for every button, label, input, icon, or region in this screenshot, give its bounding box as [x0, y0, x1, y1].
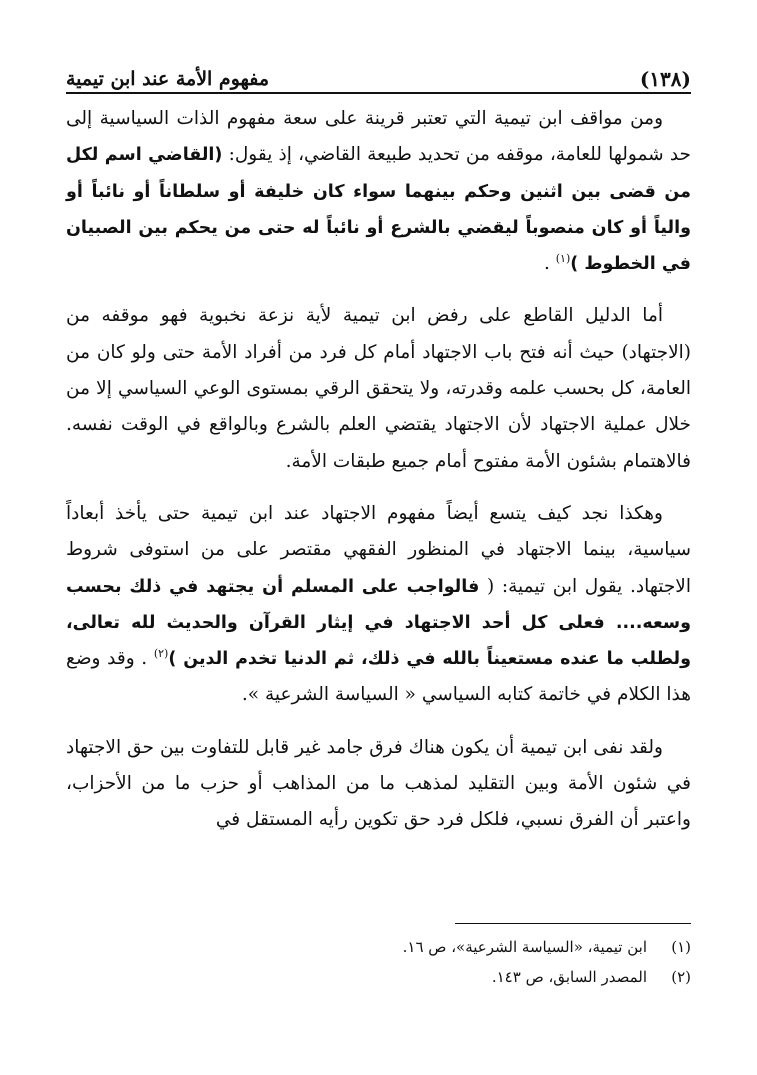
running-title: مفهوم الأمة عند ابن تيمية: [66, 68, 270, 90]
footnote-ref-2: (٢): [153, 647, 169, 660]
page-header: [66, 52, 691, 92]
paragraph-1-text: ومن مواقف ابن تيمية التي تعتبر قرينة على سعة مفهوم الذات السياسية إلى حد شمولها للعامة، موقفه من تحديد طبيعة القاضي، إذ يقول:: [66, 108, 691, 166]
footnotes: [66, 932, 691, 992]
footnote-ref-1: (١): [555, 252, 571, 266]
header-divider: [66, 92, 691, 94]
paragraph-3: [66, 496, 691, 714]
footnote-1: [66, 932, 691, 962]
paragraph-2-text: أما الدليل القاطع على رفض ابن تيمية لأية نزعة نخبوية فهو موقفه من (الاجتهاد) حيث أنه فتح باب الاجتهاد أمام كل فرد من أفراد الأمة حتى ولو كان من العامة، كل بحسب علمه وقدرته، ولا يتحقق الرقي بمستوى الوعي السياسي إلا من خلال عملية الاجتهاد لأن الاجتهاد يقتضي العلم بالشرع وبالواقع في الوقت نفسه. فالاهتمام بشئون الأمة مفتوح أمام جميع طبقات الأمة.: [66, 305, 691, 472]
footnote-1-number: (١): [671, 938, 691, 956]
footnote-2-number: (٢): [671, 968, 691, 986]
paragraph-3-text: وهكذا نجد كيف يتسع أيضاً مفهوم الاجتهاد عند ابن تيمية حتى يأخذ أبعاداً سياسية، بينما الاجتهاد في المنظور الفقهي مقتصر على من استوفى شروط الاجتهاد. يقول ابن تيمية: (: [66, 502, 691, 597]
paragraph-1: [66, 101, 691, 282]
footnote-divider: [455, 923, 691, 924]
quote-ijtihad: فالواجب على المسلم أن يجتهد في ذلك بحسب وسعه.... فعلى كل أحد الاجتهاد في إيثار القرآن والحديث لله تعالى، ولطلب ما عنده مستعيناً بالله في ذلك، ثم الدنيا تخدم الدين ): [66, 576, 691, 670]
footnote-1-text: ابن تيمية، «السياسة الشرعية»، ص ١٦.: [402, 938, 647, 956]
paragraph-1-end: .: [543, 253, 556, 275]
footnote-2: [66, 962, 691, 992]
quote-judge-definition: (القاضي اسم لكل من قضى بين اثنين وحكم بينهما سواء كان خليفة أو سلطاناً أو نائباً أو والياً أو كان منصوباً ليقضي بالشرع أو نائباً له حتى من يحكم بين الصبيان في الخطوط ): [66, 145, 691, 275]
page-number: (١٣٨): [639, 67, 691, 91]
main-text: [66, 101, 691, 855]
paragraph-4: [66, 730, 691, 839]
footnote-2-text: المصدر السابق، ص ١٤٣.: [491, 968, 647, 986]
paragraph-2: [66, 298, 691, 479]
paragraph-3-end: . وقد وضع هذا الكلام في خاتمة كتابه السياسي « السياسة الشرعية ».: [66, 648, 691, 706]
paragraph-4-text: ولقد نفى ابن تيمية أن يكون هناك فرق جامد غير قابل للتفاوت بين حق الاجتهاد في شئون الأمة وبين التقليد لمذهب ما من المذاهب أو حزب ما من الأحزاب، واعتبر أن الفرق نسبي، فلكل فرد حق تكوين رأيه المستقل في: [66, 736, 691, 831]
